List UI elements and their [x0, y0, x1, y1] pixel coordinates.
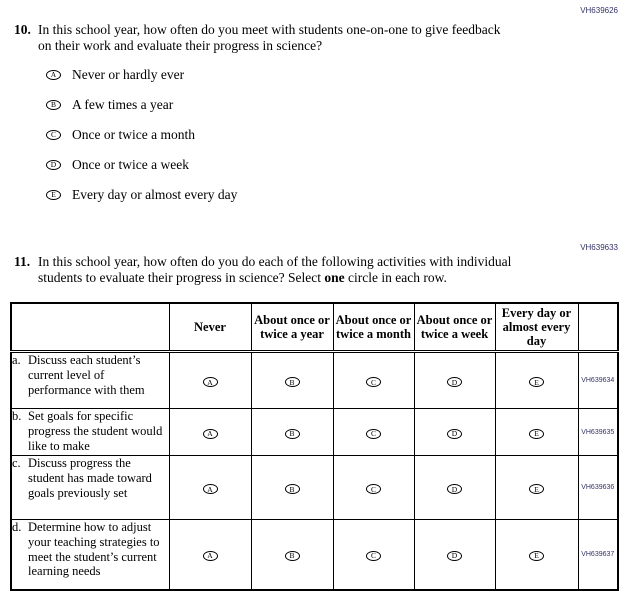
answer-bubble-icon[interactable]: E	[529, 377, 544, 387]
answer-bubble-icon[interactable]: E	[529, 551, 544, 561]
header-blank	[11, 303, 169, 352]
table-row	[11, 456, 618, 520]
answer-option-label: Once or twice a week	[72, 157, 189, 172]
answer-option-label: Never or hardly ever	[72, 67, 185, 82]
answer-bubble-icon[interactable]: C	[366, 377, 381, 387]
row-item-code: VH639636	[578, 456, 618, 520]
answer-bubble-icon[interactable]: D	[447, 377, 462, 387]
answer-bubble-icon[interactable]: C	[366, 429, 381, 439]
answer-bubble-icon[interactable]: D	[447, 484, 462, 494]
header-never: Never	[169, 303, 251, 352]
question-11-text	[38, 254, 516, 286]
answer-bubble-icon[interactable]: A	[203, 551, 218, 561]
row-label: Discuss each student’s current level of performance with them	[28, 353, 145, 397]
question-11	[14, 254, 607, 286]
question-10-text: In this school year, how often do you meet with students one-on-one to give feedback on their work and evaluate their progress in science?	[38, 22, 501, 53]
answer-option	[46, 157, 607, 173]
answer-bubble-icon[interactable]: B	[285, 429, 300, 439]
table-row	[11, 409, 618, 456]
row-label: Discuss progress the student has made toward goals previously set	[28, 456, 152, 500]
header-every-day: Every day or almost every day	[495, 303, 578, 352]
question-10-options	[46, 67, 607, 203]
question-10	[14, 22, 607, 203]
row-label: Determine how to adjust your teaching strategies to meet the student’s current learning needs	[28, 520, 160, 579]
answer-bubble-icon[interactable]: A	[46, 70, 61, 80]
answer-bubble-icon[interactable]: E	[529, 429, 544, 439]
answer-bubble-icon[interactable]: D	[447, 551, 462, 561]
answer-bubble-icon[interactable]: C	[366, 551, 381, 561]
header-code-col	[578, 303, 618, 352]
item-code-q11: VH639633	[580, 243, 618, 252]
question-11-number: 11.	[14, 254, 31, 269]
answer-option	[46, 187, 607, 203]
answer-bubble-icon[interactable]: E	[529, 484, 544, 494]
answer-bubble-icon[interactable]: C	[46, 130, 61, 140]
row-letter: c.	[12, 456, 21, 470]
answer-bubble-icon[interactable]: A	[203, 429, 218, 439]
question-11-text-post: circle in each row.	[344, 270, 447, 285]
answer-bubble-icon[interactable]: B	[285, 377, 300, 387]
answer-bubble-icon[interactable]: D	[46, 160, 61, 170]
row-letter: b.	[12, 409, 22, 423]
answer-option	[46, 127, 607, 143]
table-header-row	[11, 303, 618, 352]
answer-option-label: Every day or almost every day	[72, 187, 238, 202]
answer-option	[46, 67, 607, 83]
table-row	[11, 352, 618, 409]
table-row	[11, 520, 618, 590]
row-letter: a.	[12, 353, 21, 367]
answer-bubble-icon[interactable]: B	[285, 484, 300, 494]
answer-option-label: A few times a year	[72, 97, 174, 112]
answer-bubble-icon[interactable]: A	[203, 377, 218, 387]
row-item-code: VH639637	[578, 520, 618, 590]
question-10-number: 10.	[14, 22, 31, 37]
question-11-bold-word: one	[324, 270, 345, 285]
row-label: Set goals for specific progress the student would like to make	[28, 409, 163, 453]
row-letter: d.	[12, 520, 22, 534]
answer-bubble-icon[interactable]: B	[285, 551, 300, 561]
answer-bubble-icon[interactable]: A	[203, 484, 218, 494]
question-11-text-pre: In this school year, how often do you do each of the following activities with individual students to evaluate their progress in science? Select	[38, 254, 512, 285]
row-item-code: VH639634	[578, 352, 618, 409]
answer-bubble-icon[interactable]: C	[366, 484, 381, 494]
answer-option-label: Once or twice a month	[72, 127, 195, 142]
item-code-q10: VH639626	[580, 6, 618, 15]
header-once-twice-month: About once or twice a month	[333, 303, 414, 352]
header-once-twice-year: About once or twice a year	[251, 303, 333, 352]
row-item-code: VH639635	[578, 409, 618, 456]
answer-option	[46, 97, 607, 113]
answer-bubble-icon[interactable]: B	[46, 100, 61, 110]
frequency-matrix-table	[10, 302, 619, 591]
answer-bubble-icon[interactable]: E	[46, 190, 61, 200]
answer-bubble-icon[interactable]: D	[447, 429, 462, 439]
header-once-twice-week: About once or twice a week	[414, 303, 495, 352]
